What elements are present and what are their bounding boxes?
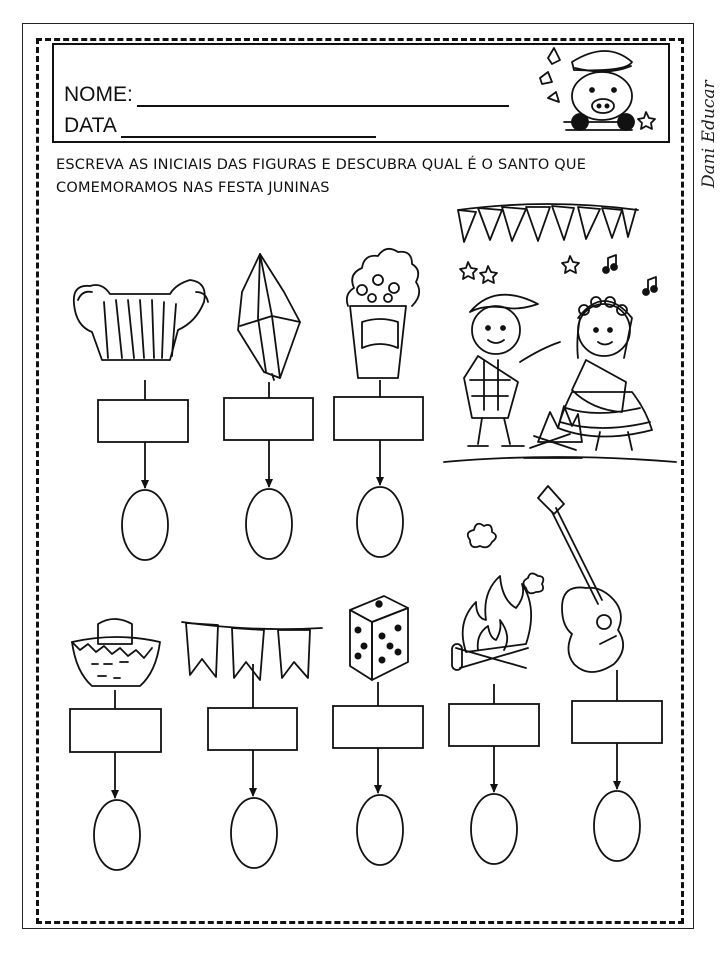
- date-label: DATA: [64, 114, 117, 137]
- straw-hat-icon: [72, 619, 160, 686]
- letter-oval-1[interactable]: [122, 490, 168, 560]
- name-label: NOME:: [64, 83, 133, 106]
- popcorn-icon: [347, 249, 419, 378]
- instructions-text: ESCREVA AS INICIAIS DAS FIGURAS E DESCUBRA QUAL É O SANTO QUE COMEMORAMOS NAS FESTA JUNINAS: [56, 157, 587, 196]
- answer-box-8[interactable]: [572, 701, 662, 743]
- guitar-icon: [538, 486, 623, 672]
- bonfire-icon: [452, 524, 543, 670]
- letter-oval-4[interactable]: [94, 800, 140, 870]
- answer-box-6[interactable]: [333, 706, 423, 748]
- festa-junina-dancing-couple-icon: [444, 204, 676, 462]
- letter-oval-2[interactable]: [246, 489, 292, 559]
- answer-box-2[interactable]: [224, 398, 313, 440]
- letter-oval-3[interactable]: [357, 487, 403, 557]
- pig-with-hat-icon: [540, 48, 655, 130]
- answer-box-7[interactable]: [449, 704, 539, 746]
- accordion-icon: [74, 280, 208, 360]
- answer-box-5[interactable]: [208, 708, 297, 750]
- letter-oval-8[interactable]: [594, 791, 640, 861]
- bunting-flags-icon: [182, 622, 322, 680]
- letter-oval-6[interactable]: [357, 795, 403, 865]
- answer-box-4[interactable]: [70, 709, 161, 752]
- answer-box-3[interactable]: [334, 397, 423, 440]
- answer-box-1[interactable]: [98, 400, 188, 442]
- dice-icon: [350, 596, 408, 680]
- connector-lines: [115, 380, 617, 709]
- signature-text: Dani Educar: [699, 80, 719, 188]
- letter-oval-5[interactable]: [231, 798, 277, 868]
- letter-oval-7[interactable]: [471, 794, 517, 864]
- paper-lantern-icon: [238, 254, 300, 380]
